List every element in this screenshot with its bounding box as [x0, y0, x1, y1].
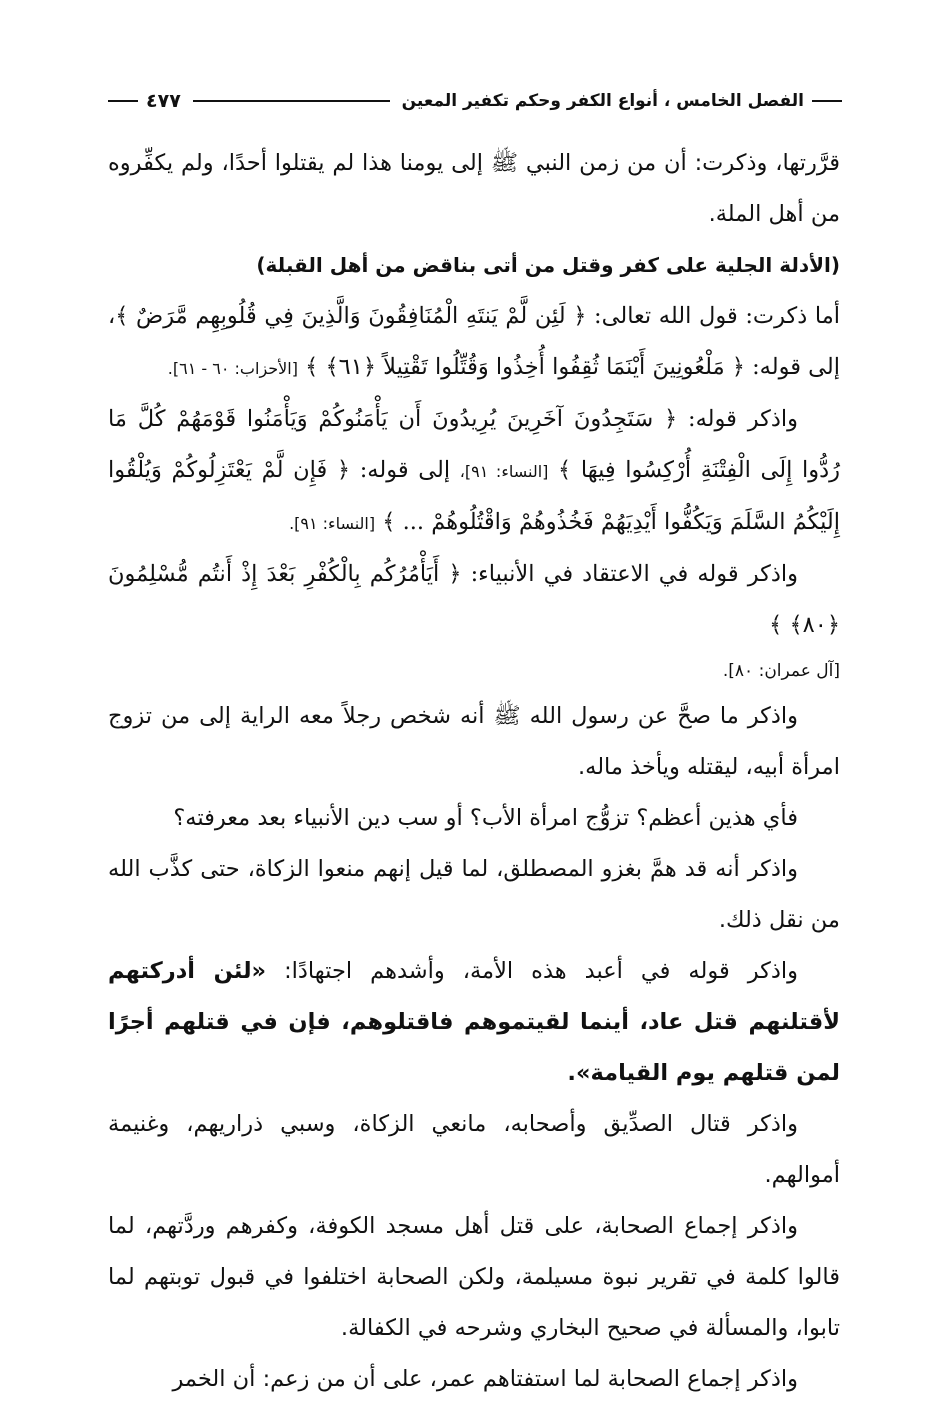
paragraph-4: واذكر قوله: ﴿ سَتَجِدُونَ آخَرِينَ يُرِيدُونَ أَن يَأْمَنُوكُمْ وَيَأْمَنُوا قَوْمَهُمْ كُلَّ مَا رُدُّوا إِلَى الْفِتْنَةِ أُرْكِسُوا فِيهَا ﴾ [النساء: ٩١]، إلى قوله: ﴿ فَإِن لَّمْ يَعْتَزِلُوكُمْ وَيُلْقُوا إِلَيْكُمُ السَّلَمَ وَيَكُفُّوا أَيْدِيَهُمْ فَخُذُوهُمْ وَاقْتُلُوهُمْ ... ﴾ [النساء: ٩١].: [108, 406, 841, 535]
paragraph-7: فأي هذين أعظم؟ تزوُّج امرأة الأب؟ أو سب دين الأنبياء بعد معرفته؟: [173, 805, 798, 831]
hadith-quote: «لئن أدركتهم لأقتلنهم قتل عاد، أينما لقيتموهم فاقتلوهم، فإن في قتلهم أجرًا لمن قتلهم يوم القيامة».: [108, 958, 840, 1086]
chapter-title: الفصل الخامس ، أنواع الكفر وحكم تكفير المعين: [401, 91, 804, 111]
paragraph-5: واذكر قوله في الاعتقاد في الأنبياء: ﴿ أَيَأْمُرُكُم بِالْكُفْرِ بَعْدَ إِذْ أَنتُم مُّسْلِمُونَ ﴿٨٠﴾ ﴾: [108, 561, 840, 638]
paragraph-11: واذكر إجماع الصحابة، على قتل أهل مسجد الكوفة، وكفرهم وردَّتهم، لما قالوا كلمة في تقرير نبوة مسيلمة، ولكن الصحابة اختلفوا في قبول توبتهم لما تابوا، والمسألة في صحيح البخاري وشرحه في الكفالة.: [108, 1213, 840, 1341]
page-number: ٤٧٧: [146, 90, 181, 112]
section-heading: (الأدلة الجلية على كفر وقتل من أتى بناقض من أهل القبلة): [256, 253, 840, 277]
quran-reference: [النساء: ٩١].: [289, 514, 376, 533]
page-body: [108, 138, 840, 1405]
paragraph-1: قرَّرتها، وذكرت: أن من زمن النبي ﷺ إلى يومنا هذا لم يقتلوا أحدًا، ولم يكفِّروه من أهل الملة.: [108, 150, 840, 227]
paragraph-10: واذكر قتال الصدِّيق وأصحابه، مانعي الزكاة، وسبي ذراريهم، وغنيمة أموالهم.: [108, 1111, 840, 1188]
paragraph-12: واذكر إجماع الصحابة لما استفتاهم عمر، على أن من زعم: أن الخمر: [172, 1366, 798, 1392]
quran-reference: [الأحزاب: ٦٠ - ٦١].: [167, 359, 298, 378]
paragraph-9: واذكر قوله في أعبد هذه الأمة، وأشدهم اجتهادًا: «لئن أدركتهم لأقتلنهم قتل عاد، أينما لقيتموهم فاقتلوهم، فإن في قتلهم أجرًا لمن قتلهم يوم القيامة».: [108, 958, 840, 1086]
header-dash-start: [812, 100, 842, 102]
quran-reference: [آل عمران: ٨٠].: [722, 661, 840, 681]
paragraph-8: واذكر أنه قد همَّ بغزو المصطلق، لما قيل إنهم منعوا الزكاة، حتى كذَّب الله من نقل ذلك.: [108, 856, 840, 933]
paragraph-3: أما ذكرت: قول الله تعالى: ﴿ لَئِن لَّمْ يَنتَهِ الْمُنَافِقُونَ وَالَّذِينَ فِي قُلُوبِهِم مَّرَضٌ ﴾، إلى قوله: ﴿ مَلْعُونِينَ أَيْنَمَا ثُقِفُوا أُخِذُوا وَقُتِّلُوا تَقْتِيلاً ﴿٦١﴾ ﴾ [الأحزاب: ٦٠ - ٦١].: [108, 303, 840, 380]
running-header: [108, 84, 842, 118]
quran-reference: [النساء: ٩١]،: [459, 462, 549, 481]
header-dash-end: [108, 100, 138, 102]
paragraph-6: واذكر ما صحَّ عن رسول الله ﷺ أنه شخص رجلاً معه الراية إلى من تزوج امرأة أبيه، ليقتله ويأخذ ماله.: [108, 703, 840, 780]
header-rule: [193, 100, 390, 102]
